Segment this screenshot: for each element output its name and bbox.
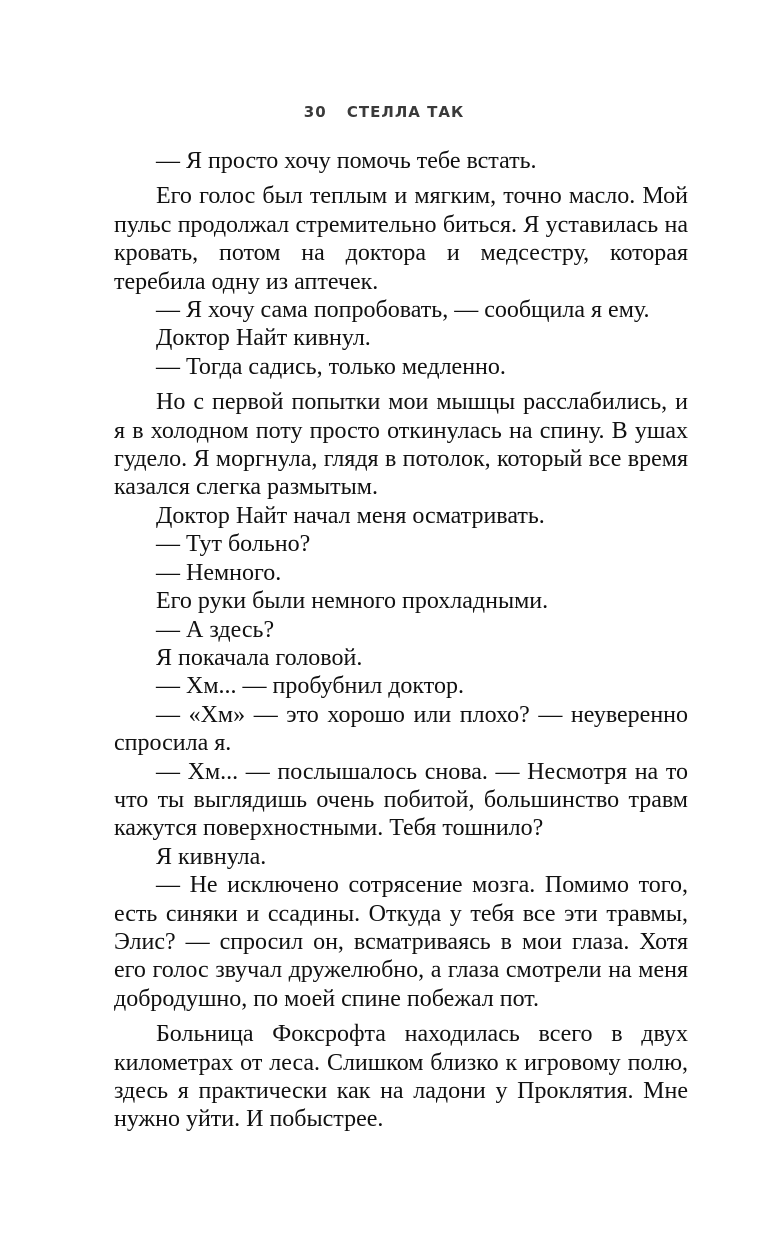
page-number: 30 <box>303 103 327 121</box>
paragraph: — «Хм» — это хорошо или плохо? — неуверенно спросила я. <box>114 701 688 757</box>
paragraph: Доктор Найт кивнул. <box>156 325 371 352</box>
paragraph: — А здесь? <box>156 616 275 643</box>
paragraph: — Тогда садись, только медленно. <box>156 353 506 380</box>
paragraph: Я покачала головой. <box>156 644 363 671</box>
paragraph: — Хм... — пробубнил доктор. <box>156 673 464 700</box>
paragraph: Его голос был теплым и мягким, точно масло. Мой пульс продолжал стремительно биться. Я уставилась на кровать, потом на доктора и медсестру, которая теребила одну из аптечек. <box>114 183 688 295</box>
running-title: СТЕЛЛА ТАК <box>346 103 465 121</box>
paragraph: — Я хочу сама попробовать, — сообщила я ему. <box>156 297 650 324</box>
paragraph: Я кивнула. <box>156 843 267 870</box>
paragraph: Доктор Найт начал меня осматривать. <box>156 502 545 529</box>
running-head <box>0 103 768 121</box>
paragraph: Больница Фоксрофта находилась всего в двух километрах от леса. Слишком близко к игровому полю, здесь я практически как на ладони у Проклятия. Мне нужно уйти. И побыстрее. <box>114 1021 688 1133</box>
paragraph: — Немного. <box>156 559 282 586</box>
paragraph: Но с первой попытки мои мышцы расслабились, и я в холодном поту просто откинулась на спину. В ушах гудело. Я моргнула, глядя в потолок, который все время казался слегка размытым. <box>114 389 688 501</box>
paragraph: — Я просто хочу помочь тебе встать. <box>156 148 537 174</box>
paragraph: Его руки были немного прохладными. <box>156 588 549 615</box>
paragraph: — Тут больно? <box>156 531 311 558</box>
body-text <box>114 147 688 1134</box>
paragraph: — Хм... — послышалось снова. — Несмотря на то что ты выглядишь очень побитой, большинство травм кажутся поверхностными. Тебя тошнило? <box>114 758 688 842</box>
paragraph: — Не исключено сотрясение мозга. Помимо того, есть синяки и ссадины. Откуда у тебя все эти травмы, Элис? — спросил он, всматриваясь в мои глаза. Хотя его голос звучал дружелюбно, а глаза смотрели на меня добродушно, по моей спине побежал пот. <box>114 872 688 1012</box>
